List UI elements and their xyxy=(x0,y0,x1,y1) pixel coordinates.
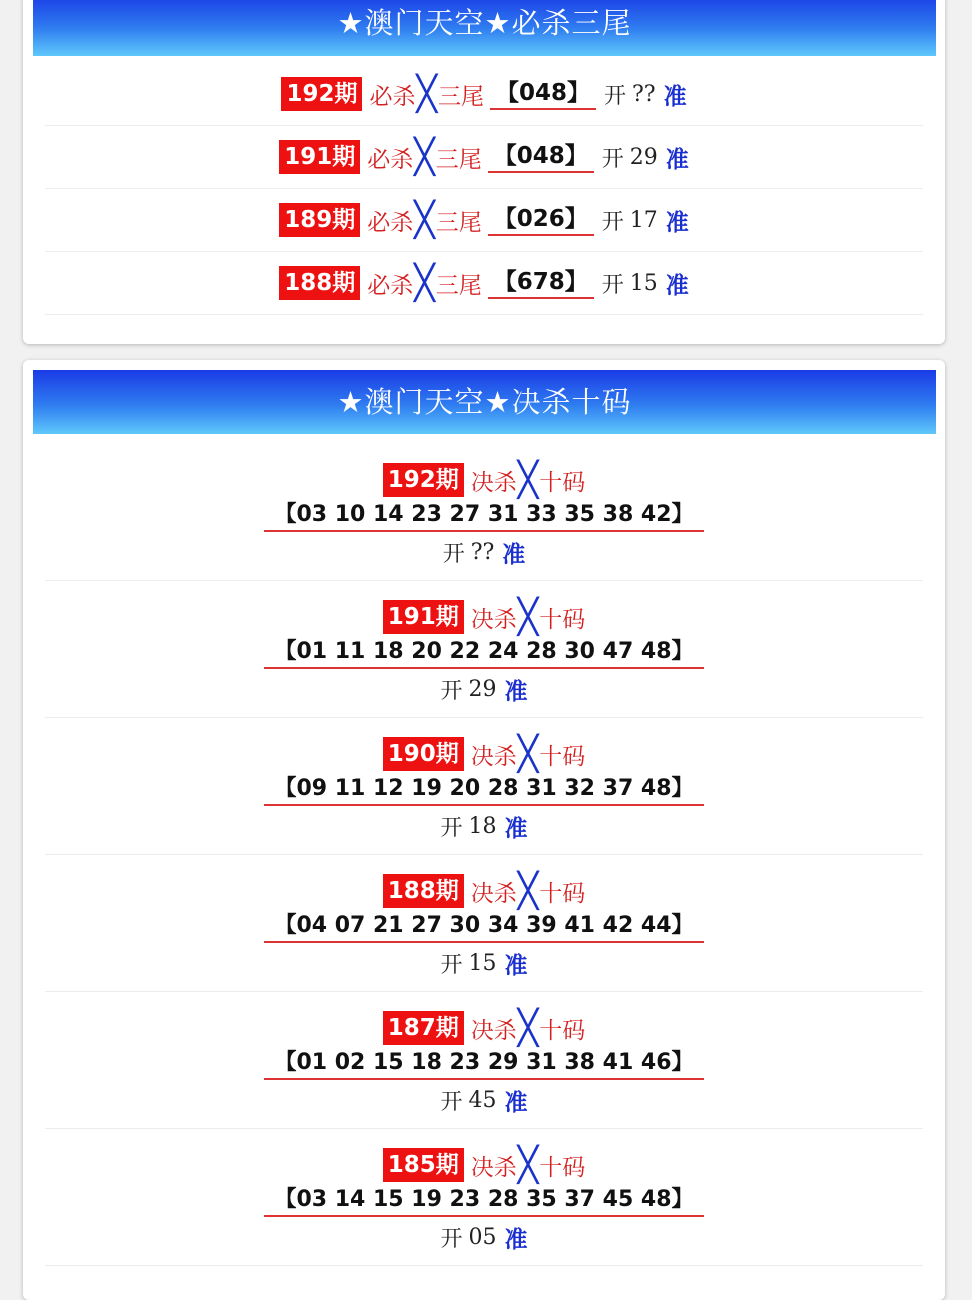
list-item xyxy=(45,855,923,992)
status-badge: 准 xyxy=(504,953,528,979)
cross-icon: ╳ xyxy=(416,74,437,114)
period-badge: 190期 xyxy=(383,737,464,771)
list-item xyxy=(45,581,923,718)
period-badge: 188期 xyxy=(383,874,464,908)
cross-icon: ╳ xyxy=(517,597,539,637)
status-badge: 准 xyxy=(504,816,528,842)
cross-icon: ╳ xyxy=(517,1145,539,1185)
label-post: 十码 xyxy=(539,1154,586,1181)
open-value: 05 xyxy=(468,1225,497,1250)
open-value: ?? xyxy=(470,540,495,565)
open-label: 开 xyxy=(601,209,624,235)
open-label: 开 xyxy=(440,679,463,704)
cross-icon: ╳ xyxy=(414,137,435,177)
list-item xyxy=(45,252,923,315)
cross-icon: ╳ xyxy=(414,200,435,240)
list-item xyxy=(45,63,923,126)
period-badge: 187期 xyxy=(383,1011,464,1045)
open-value: 18 xyxy=(468,814,497,839)
kill-ten-card xyxy=(23,360,945,1300)
cross-icon: ╳ xyxy=(517,1008,539,1048)
label-pre: 必杀 xyxy=(367,146,414,173)
label-pre: 必杀 xyxy=(367,209,414,236)
period-badge: 192期 xyxy=(281,77,362,111)
label-pre: 决杀 xyxy=(470,606,517,633)
status-badge: 准 xyxy=(665,209,689,236)
open-value: 45 xyxy=(468,1088,497,1113)
cross-icon: ╳ xyxy=(517,734,539,774)
period-badge: 188期 xyxy=(279,266,360,300)
label-post: 三尾 xyxy=(437,83,484,110)
kill-numbers: 【026】 xyxy=(488,204,594,236)
period-badge: 191期 xyxy=(383,600,464,634)
open-label: 开 xyxy=(601,146,624,172)
kill-numbers: 【048】 xyxy=(490,78,596,110)
open-label: 开 xyxy=(440,816,463,841)
status-badge: 准 xyxy=(504,679,528,705)
status-badge: 准 xyxy=(665,146,689,173)
status-badge: 准 xyxy=(663,83,687,110)
label-post: 三尾 xyxy=(435,209,482,236)
kill-numbers: 【678】 xyxy=(488,267,594,299)
cross-icon: ╳ xyxy=(517,871,539,911)
label-post: 十码 xyxy=(539,1017,586,1044)
open-label: 开 xyxy=(440,1227,463,1252)
kill-numbers: 【04 07 21 27 30 34 39 41 42 44】 xyxy=(264,911,703,943)
open-label: 开 xyxy=(442,542,465,567)
label-post: 十码 xyxy=(539,469,586,496)
label-pre: 决杀 xyxy=(470,469,517,496)
open-value: 15 xyxy=(629,270,658,296)
list-item xyxy=(45,189,923,252)
kill-numbers: 【01 02 15 18 23 29 31 38 41 46】 xyxy=(264,1048,703,1080)
list-item xyxy=(45,718,923,855)
open-label: 开 xyxy=(603,83,626,109)
kill-ten-title: ★澳门天空★决杀十码 xyxy=(33,370,936,434)
status-badge: 准 xyxy=(502,542,526,568)
label-post: 十码 xyxy=(539,606,586,633)
list-item xyxy=(45,444,923,581)
label-pre: 决杀 xyxy=(470,1017,517,1044)
open-value: 29 xyxy=(629,144,658,170)
label-post: 三尾 xyxy=(435,146,482,173)
period-badge: 192期 xyxy=(383,463,464,497)
period-badge: 191期 xyxy=(279,140,360,174)
label-pre: 必杀 xyxy=(367,272,414,299)
status-badge: 准 xyxy=(665,272,689,299)
kill-tail-list xyxy=(45,63,923,315)
open-label: 开 xyxy=(440,1090,463,1115)
period-badge: 185期 xyxy=(383,1148,464,1182)
kill-numbers: 【03 10 14 23 27 31 33 35 38 42】 xyxy=(264,500,703,532)
label-post: 三尾 xyxy=(435,272,482,299)
open-label: 开 xyxy=(601,272,624,298)
kill-numbers: 【03 14 15 19 23 28 35 37 45 48】 xyxy=(264,1185,703,1217)
kill-ten-list xyxy=(45,444,923,1266)
kill-numbers: 【09 11 12 19 20 28 31 32 37 48】 xyxy=(264,774,703,806)
open-label: 开 xyxy=(440,953,463,978)
open-value: 17 xyxy=(629,207,658,233)
kill-numbers: 【01 11 18 20 22 24 28 30 47 48】 xyxy=(264,637,703,669)
label-post: 十码 xyxy=(539,743,586,770)
list-item xyxy=(45,992,923,1129)
label-pre: 决杀 xyxy=(470,743,517,770)
label-pre: 决杀 xyxy=(470,1154,517,1181)
kill-numbers: 【048】 xyxy=(488,141,594,173)
status-badge: 准 xyxy=(504,1090,528,1116)
list-item xyxy=(45,126,923,189)
kill-tail-card xyxy=(23,0,945,344)
status-badge: 准 xyxy=(504,1227,528,1253)
open-value: 15 xyxy=(468,951,497,976)
cross-icon: ╳ xyxy=(517,460,539,500)
label-pre: 决杀 xyxy=(470,880,517,907)
period-badge: 189期 xyxy=(279,203,360,237)
label-pre: 必杀 xyxy=(369,83,416,110)
list-item xyxy=(45,1129,923,1266)
open-value: 29 xyxy=(468,677,497,702)
label-post: 十码 xyxy=(539,880,586,907)
cross-icon: ╳ xyxy=(414,263,435,303)
open-value: ?? xyxy=(631,81,656,107)
kill-tail-title: ★澳门天空★必杀三尾 xyxy=(33,0,936,56)
